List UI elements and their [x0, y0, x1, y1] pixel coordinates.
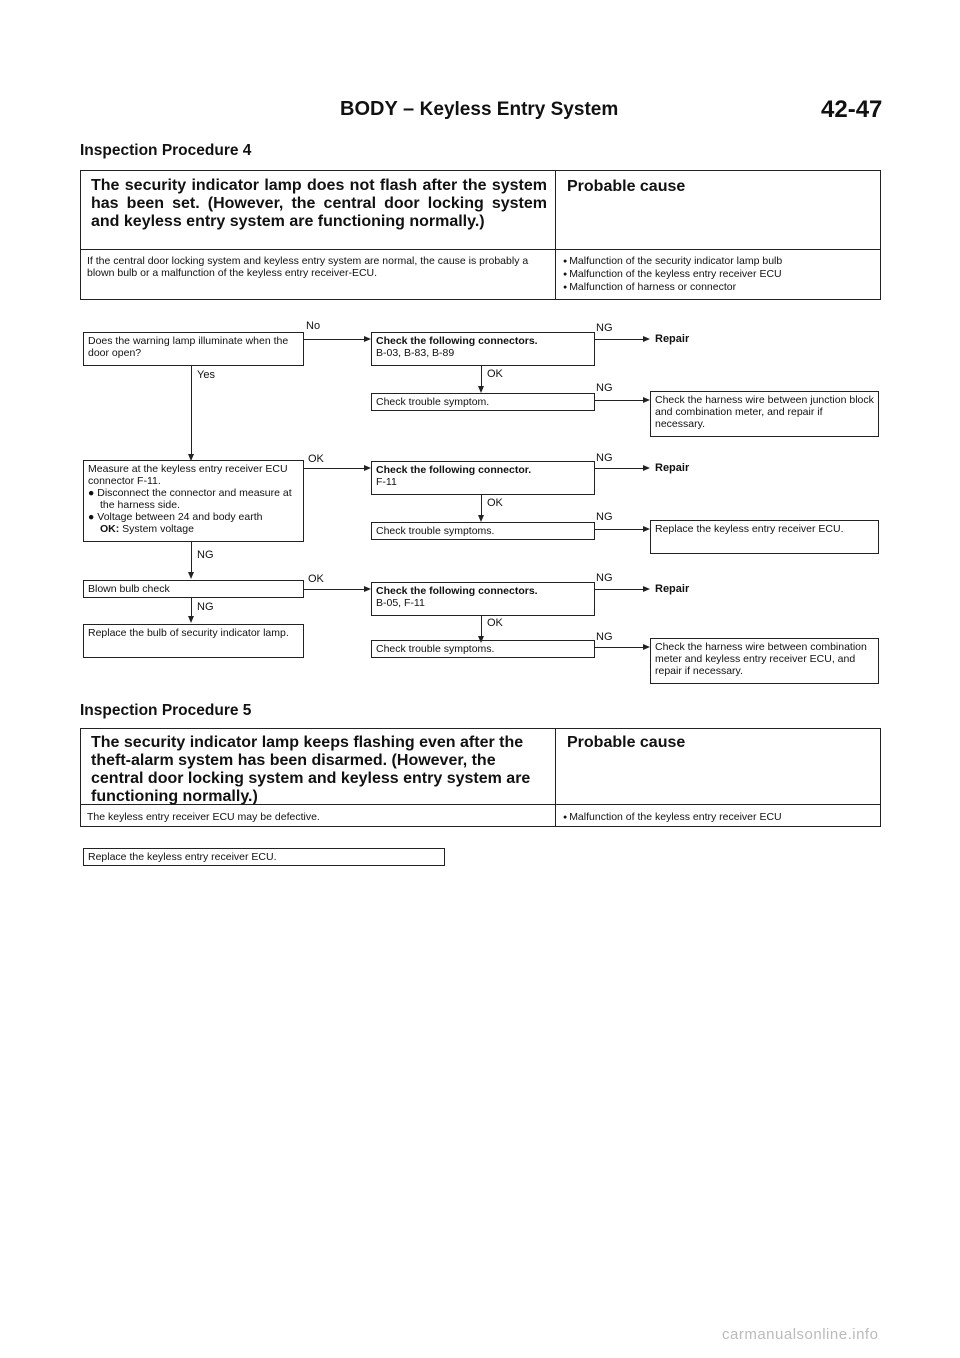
cause-item: ● Malfunction of the keyless entry receiver ECU: [563, 268, 873, 281]
c3-connectors: B-05, F-11: [376, 597, 425, 609]
blown-bulb-box: Blown bulb check: [83, 580, 304, 598]
c3-repair: Repair: [655, 583, 690, 595]
measure-ok-value: System voltage: [122, 523, 194, 535]
c3-ng-label: NG: [596, 572, 613, 584]
measure-ok-branch: OK: [308, 453, 324, 465]
cause-item: ● Malfunction of the security indicator lamp bulb: [563, 255, 873, 268]
t3-box: Check trouble symptoms.: [371, 640, 595, 658]
c2-connector: F-11: [376, 476, 397, 488]
measure-bullet2: Voltage between 24 and body earth: [97, 511, 263, 523]
proc5-action-box: Replace the keyless entry receiver ECU.: [83, 848, 445, 866]
proc5-symptom: The security indicator lamp keeps flashing even after the theft-alarm system has been disarmed. (However, the central door locking system and keyless entry system are functioning normally.): [91, 734, 531, 805]
c2-ok-label: OK: [487, 497, 503, 509]
bulb-ng-branch: NG: [197, 601, 214, 613]
replace-bulb-box: Replace the bulb of security indicator lamp.: [83, 624, 304, 658]
proc5-probable-cause-label: Probable cause: [567, 734, 686, 751]
measure-bullet1: Disconnect the connector and measure at the harness side.: [97, 487, 292, 511]
c1-title: Check the following connectors.: [376, 335, 538, 347]
q1-box: Does the warning lamp illuminate when the door open?: [83, 332, 304, 366]
c2-repair: Repair: [655, 462, 690, 474]
q1-yes-label: Yes: [197, 369, 215, 381]
t1-ng-label: NG: [596, 382, 613, 394]
t2-ng-label: NG: [596, 511, 613, 523]
c2-title: Check the following connector.: [376, 464, 532, 476]
title-dash: –: [402, 98, 415, 120]
measure-line1: Measure at the keyless entry receiver ECU connector F-11.: [88, 463, 288, 487]
c1-ng-label: NG: [596, 322, 613, 334]
t3-result-box: Check the harness wire between combination meter and keyless entry receiver ECU, and repair if necessary.: [650, 638, 879, 684]
proc4-probable-cause-label: Probable cause: [567, 178, 686, 195]
c3-ok-label: OK: [487, 617, 503, 629]
c1-box: [371, 332, 595, 366]
proc5-description: The keyless entry receiver ECU may be defective.: [87, 811, 320, 823]
c2-ng-label: NG: [596, 452, 613, 464]
section-name: BODY: [340, 98, 398, 120]
subsection-name: Keyless Entry System: [419, 99, 619, 120]
c1-connectors: B-03, B-83, B-89: [376, 347, 455, 359]
proc4-symptom: The security indicator lamp does not flash after the system has been set. (However, the central door locking system and keyless entry system are functioning normally.): [91, 177, 547, 230]
proc5-title: Inspection Procedure 5: [80, 702, 252, 719]
c3-box: [371, 582, 595, 616]
proc5-table: [80, 728, 881, 827]
q1-no-label: No: [306, 320, 321, 332]
proc4-title: Inspection Procedure 4: [80, 142, 252, 159]
t1-box: Check trouble symptom.: [371, 393, 595, 411]
c1-ok-label: OK: [487, 368, 503, 380]
measure-ok-label: OK:: [100, 523, 120, 535]
c3-title: Check the following connectors.: [376, 585, 538, 597]
cause-item: ● Malfunction of harness or connector: [563, 281, 873, 294]
proc4-description: If the central door locking system and keyless entry system are normal, the cause is probably a blown bulb or a malfunction of the keyless entry receiver-ECU.: [87, 255, 529, 279]
measure-ng-branch: NG: [197, 549, 214, 561]
proc5-causes-list: [563, 811, 873, 824]
cause-item: ● Malfunction of the keyless entry receiver ECU: [563, 811, 873, 824]
c1-repair: Repair: [655, 333, 690, 345]
measure-box: Measure at the keyless entry receiver ECU connector F-11. ● Disconnect the connector and measure at the harness side. ● Voltage between 24 and body earth OK: System voltage: [83, 460, 304, 542]
t1-result-box: Check the harness wire between junction block and combination meter, and repair if necessary.: [650, 391, 879, 437]
t2-box: Check trouble symptoms.: [371, 522, 595, 540]
footer-watermark: carmanualsonline.info: [722, 1326, 879, 1343]
t3-ng-label: NG: [596, 631, 613, 643]
t2-result-box: Replace the keyless entry receiver ECU.: [650, 520, 879, 554]
page-number: 42-47: [821, 96, 883, 123]
c2-box: [371, 461, 595, 495]
bulb-ok-branch: OK: [308, 573, 324, 585]
